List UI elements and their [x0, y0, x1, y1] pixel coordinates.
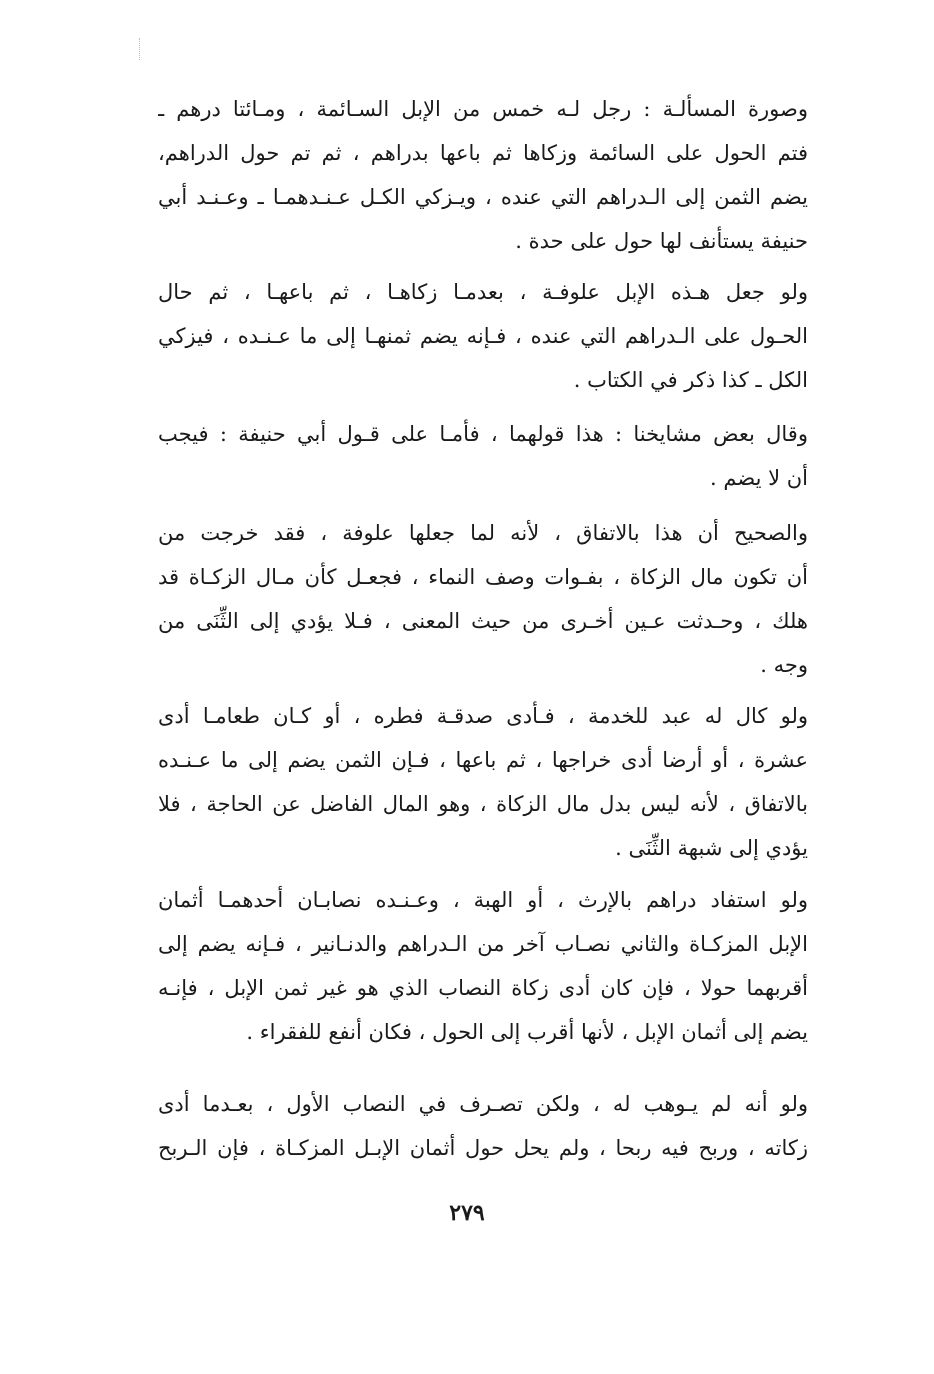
text-line: بالاتفاق ، لأنه ليس بدل مال الزكاة ، وهو المال الفاضل عن الحاجة ، فلا — [158, 792, 808, 816]
text-line: ولو استفاد دراهم بالإرث ، أو الهبة ، وعـنـده نصابـان أحدهمـا أثمان — [158, 888, 808, 912]
paragraph-5 — [158, 694, 808, 870]
paragraph-1 — [158, 87, 808, 263]
text-line: عشرة ، أو أرضا أدى خراجها ، ثم باعها ، فـإن الثمن يضم إلى ما عـنـده — [158, 748, 808, 772]
paragraph-4 — [158, 511, 808, 687]
text-line: الحـول على الـدراهم التي عنده ، فـإنه يضم ثمنهـا إلى ما عـنـده ، فيزكي — [158, 324, 808, 348]
text-line: أن تكون مال الزكاة ، بفـوات وصف النماء ، فجعـل كأن مـال الزكـاة قد — [158, 565, 808, 589]
text-line: يضم إلى أثمان الإبل ، لأنها أقرب إلى الحول ، فكان أنفع للفقراء . — [246, 1020, 808, 1044]
page-number: ٢٧٩ — [449, 1200, 485, 1226]
text-line: ولو جعل هـذه الإبل علوفـة ، بعدمـا زكاهـا ، ثم باعهـا ، ثم حال — [158, 280, 808, 304]
text-line: أن لا يضم . — [710, 466, 808, 490]
text-line: زكاته ، وربح فيه ربحا ، ولم يحل حول أثمان الإبـل المزكـاة ، فإن الـربح — [158, 1136, 808, 1160]
paragraph-7 — [158, 1082, 808, 1170]
text-line: وقال بعض مشايخنا : هذا قولهما ، فأمـا على قـول أبي حنيفة : فيجب — [158, 422, 808, 446]
text-line: فتم الحول على السائمة وزكاها ثم باعها بدراهم ، ثم تم حول الدراهم، — [158, 141, 808, 165]
text-line: ولو كال له عبد للخدمة ، فـأدى صدقـة فطره ، أو كـان طعامـا أدى — [158, 704, 808, 728]
text-line: هلك ، وحـدثت عـين أخـرى من حيث المعنى ، فـلا يؤدي إلى الثِّنَى من — [158, 609, 808, 633]
paragraph-2 — [158, 270, 808, 402]
paragraph-3 — [158, 412, 808, 500]
text-line: حنيفة يستأنف لها حول على حدة . — [515, 229, 808, 253]
text-line: الإبل المزكـاة والثاني نصـاب آخر من الـدراهم والدنـانير ، فـإنه يضم إلى — [158, 932, 808, 956]
text-line: والصحيح أن هذا بالاتفاق ، لأنه لما جعلها علوفة ، فقد خرجت من — [158, 521, 808, 545]
paragraph-6 — [158, 878, 808, 1054]
text-line: يضم الثمن إلى الـدراهم التي عنده ، ويـزكي الكـل عـنـدهمـا ـ وعـنـد أبي — [158, 185, 808, 209]
text-line: وصورة المسألـة : رجل لـه خمس من الإبل السـائمة ، ومـائتا درهم ـ — [158, 97, 808, 121]
text-line: وجه . — [760, 653, 808, 677]
text-line: الكل ـ كذا ذكر في الكتاب . — [573, 368, 808, 392]
text-line: ولو أنه لم يـوهب له ، ولكن تصـرف في النصاب الأول ، بعـدما أدى — [158, 1092, 808, 1116]
text-line: يؤدي إلى شبهة الثِّنَى . — [615, 836, 808, 860]
text-line: أقربهما حولا ، فإن كان أدى زكاة النصاب الذي هو غير ثمن الإبل ، فإنـه — [158, 976, 808, 1000]
scan-margin-mark — [139, 38, 141, 60]
